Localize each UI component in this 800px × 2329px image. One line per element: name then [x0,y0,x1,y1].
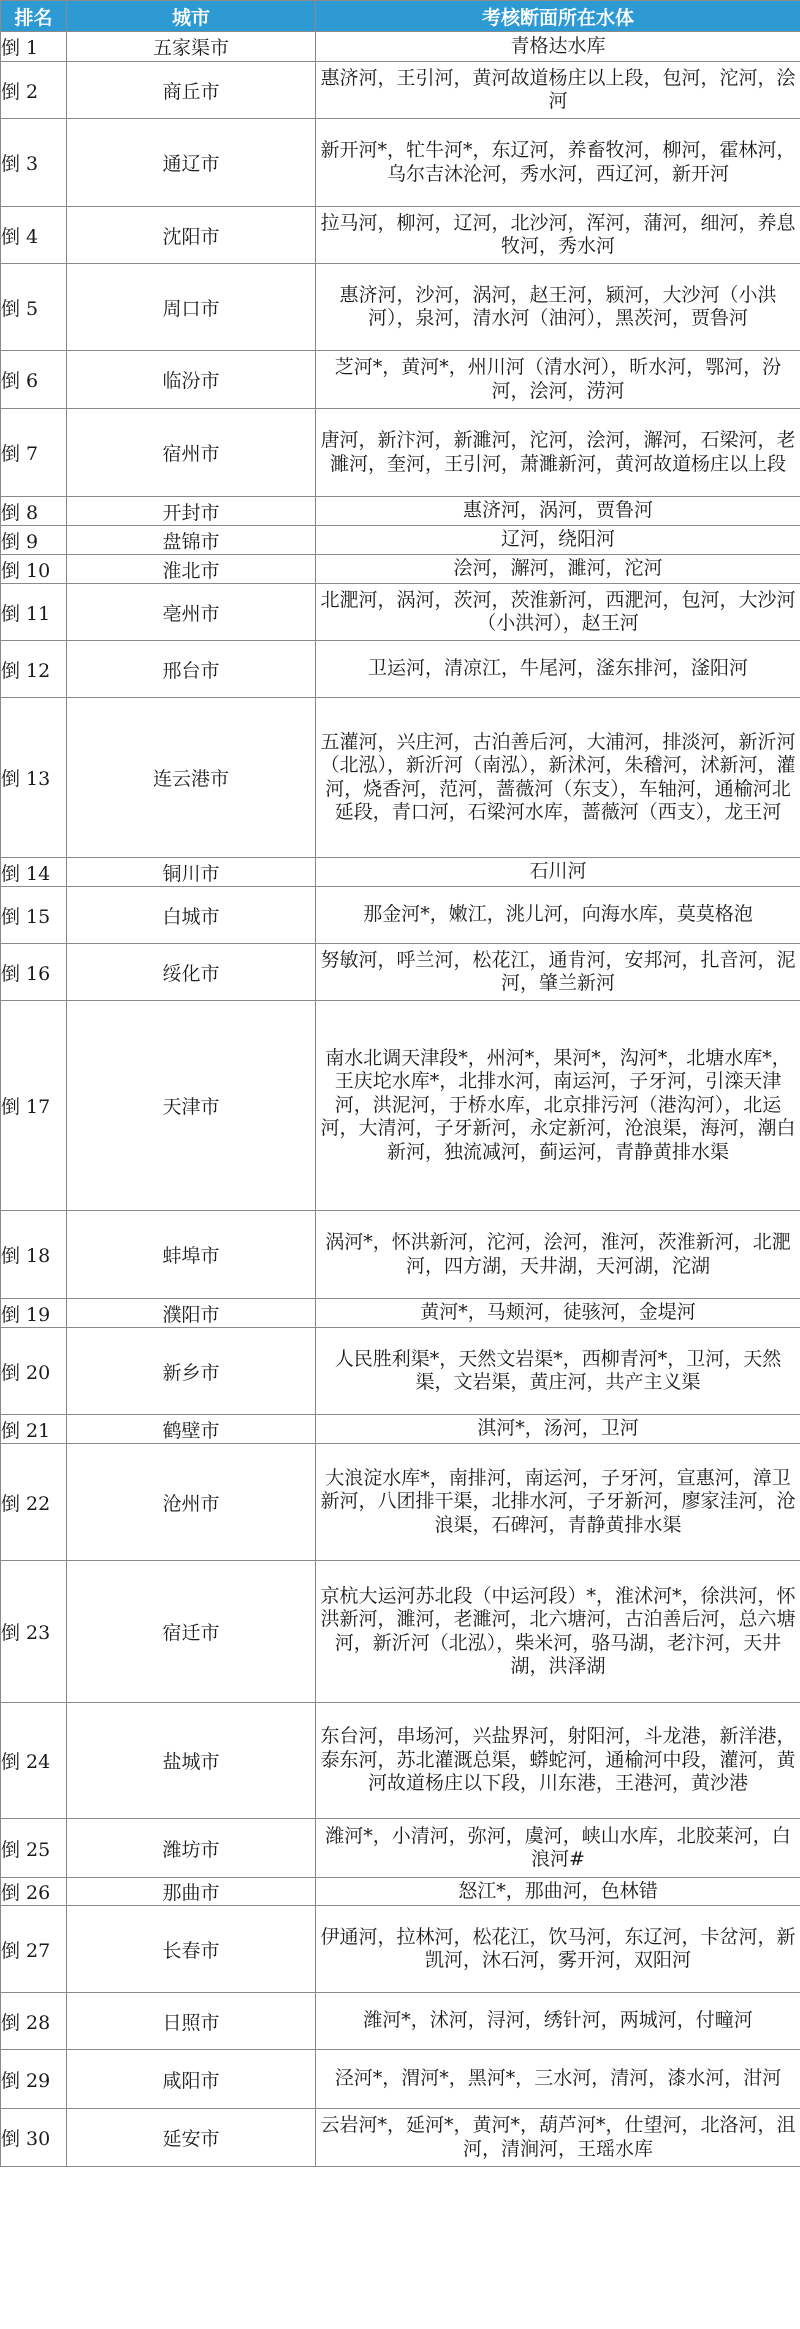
water-body-cell: 浍河，澥河，濉河，沱河 [316,555,800,584]
city-cell: 沈阳市 [67,207,316,264]
rank-cell: 倒 17 [1,1001,67,1211]
rank-cell: 倒 8 [1,497,67,526]
rank-cell: 倒 13 [1,698,67,858]
rank-cell: 倒 1 [1,32,67,62]
water-body-cell: 惠济河，涡河，贾鲁河 [316,497,800,526]
table-row [1,207,800,264]
water-body-cell: 卫运河，清凉江，牛尾河，滏东排河，滏阳河 [316,641,800,698]
table-row [1,2109,800,2167]
city-cell: 潍坊市 [67,1819,316,1878]
table-row [1,351,800,409]
city-cell: 商丘市 [67,62,316,119]
water-body-cell: 辽河，绕阳河 [316,526,800,555]
city-cell: 日照市 [67,1993,316,2050]
rank-cell: 倒 20 [1,1328,67,1415]
table-row [1,698,800,858]
header-rank: 排名 [1,1,67,32]
table-row [1,887,800,944]
table-row [1,1328,800,1415]
rank-cell: 倒 2 [1,62,67,119]
rank-cell: 倒 27 [1,1906,67,1993]
city-cell: 咸阳市 [67,2050,316,2109]
rank-cell: 倒 4 [1,207,67,264]
header-water-body: 考核断面所在水体 [316,1,800,32]
water-body-cell: 惠济河，王引河，黄河故道杨庄以上段，包河，沱河，浍河 [316,62,800,119]
table-row [1,1878,800,1906]
rank-cell: 倒 21 [1,1415,67,1444]
table-row [1,62,800,119]
rank-cell: 倒 7 [1,409,67,497]
water-body-cell: 北淝河，涡河，茨河，茨淮新河，西淝河，包河，大沙河（小洪河），赵王河 [316,584,800,641]
city-cell: 周口市 [67,264,316,351]
rank-cell: 倒 24 [1,1703,67,1819]
table-row [1,32,800,62]
rank-cell: 倒 16 [1,944,67,1001]
water-body-cell: 新开河*，牤牛河*，东辽河，养畜牧河，柳河，霍林河，乌尔吉沐沦河，秀水河，西辽河，新开河 [316,119,800,207]
rank-cell: 倒 29 [1,2050,67,2109]
water-body-cell: 潍河*，小清河，弥河，虞河，峡山水库，北胶莱河，白浪河# [316,1819,800,1878]
city-cell: 邢台市 [67,641,316,698]
table-row [1,1561,800,1703]
water-body-cell: 泾河*，渭河*，黑河*，三水河，清河，漆水河，泔河 [316,2050,800,2109]
rank-cell: 倒 9 [1,526,67,555]
table-row [1,858,800,887]
table-row [1,1299,800,1328]
city-cell: 沧州市 [67,1444,316,1561]
table-row [1,1211,800,1299]
water-body-cell: 大浪淀水库*，南排河，南运河，子牙河，宣惠河，漳卫新河，八团排干渠，北排水河，子牙新河，廖家洼河，沧浪渠，石碑河，青静黄排水渠 [316,1444,800,1561]
water-body-cell: 五灌河，兴庄河，古泊善后河，大浦河，排淡河，新沂河（北泓），新沂河（南泓），新沭河，朱稽河，沭新河，灌河，烧香河，范河，蔷薇河（东支），车轴河，通榆河北延段，青口河，石梁河水库，蔷薇河（西支），龙王河 [316,698,800,858]
water-body-cell: 芝河*，黄河*，州川河（清水河），昕水河，鄂河，汾河，浍河，涝河 [316,351,800,409]
table-row [1,1993,800,2050]
city-cell: 临汾市 [67,351,316,409]
rank-cell: 倒 30 [1,2109,67,2167]
water-body-cell: 京杭大运河苏北段（中运河段）*，淮沭河*，徐洪河，怀洪新河，濉河，老濉河，北六塘河，古泊善后河，总六塘河，新沂河（北泓），柴米河，骆马湖，老汴河，天井湖，洪泽湖 [316,1561,800,1703]
city-cell: 宿迁市 [67,1561,316,1703]
city-cell: 铜川市 [67,858,316,887]
rank-cell: 倒 5 [1,264,67,351]
city-cell: 新乡市 [67,1328,316,1415]
water-body-cell: 努敏河，呼兰河，松花江，通肯河，安邦河，扎音河，泥河，肇兰新河 [316,944,800,1001]
rank-cell: 倒 23 [1,1561,67,1703]
rank-cell: 倒 15 [1,887,67,944]
table-row [1,584,800,641]
table-row [1,497,800,526]
city-cell: 鹤壁市 [67,1415,316,1444]
city-cell: 蚌埠市 [67,1211,316,1299]
table-row [1,1001,800,1211]
table-row [1,526,800,555]
water-body-cell: 那金河*，嫩江，洮儿河，向海水库，莫莫格泡 [316,887,800,944]
city-cell: 通辽市 [67,119,316,207]
rank-cell: 倒 22 [1,1444,67,1561]
table-row [1,2050,800,2109]
rank-cell: 倒 28 [1,1993,67,2050]
rank-cell: 倒 19 [1,1299,67,1328]
water-body-cell: 怒江*，那曲河，色林错 [316,1878,800,1906]
city-cell: 绥化市 [67,944,316,1001]
rank-cell: 倒 10 [1,555,67,584]
city-cell: 宿州市 [67,409,316,497]
city-cell: 五家渠市 [67,32,316,62]
water-body-cell: 东台河，串场河，兴盐界河，射阳河，斗龙港，新洋港，泰东河，苏北灌溉总渠，蟒蛇河，通榆河中段，灌河，黄河故道杨庄以下段，川东港，王港河，黄沙港 [316,1703,800,1819]
water-body-cell: 淇河*，汤河，卫河 [316,1415,800,1444]
rank-cell: 倒 12 [1,641,67,698]
table-row [1,641,800,698]
rank-cell: 倒 11 [1,584,67,641]
table-header-row [1,1,800,32]
water-body-cell: 云岩河*，延河*，黄河*，葫芦河*，仕望河，北洛河，沮河，清涧河，王瑶水库 [316,2109,800,2167]
rank-cell: 倒 26 [1,1878,67,1906]
city-cell: 淮北市 [67,555,316,584]
water-body-cell: 伊通河，拉林河，松花江，饮马河，东辽河，卡岔河，新凯河，沐石河，雾开河，双阳河 [316,1906,800,1993]
city-cell: 盘锦市 [67,526,316,555]
table-row [1,944,800,1001]
header-city: 城市 [67,1,316,32]
rank-cell: 倒 18 [1,1211,67,1299]
city-cell: 亳州市 [67,584,316,641]
city-cell: 那曲市 [67,1878,316,1906]
city-cell: 长春市 [67,1906,316,1993]
water-body-cell: 石川河 [316,858,800,887]
water-body-cell: 惠济河，沙河，涡河，赵王河，颍河，大沙河（小洪河），泉河，清水河（油河），黑茨河，贾鲁河 [316,264,800,351]
water-body-cell: 涡河*，怀洪新河，沱河，浍河，淮河，茨淮新河，北淝河，四方湖，天井湖，天河湖，沱湖 [316,1211,800,1299]
water-body-cell: 潍河*，沭河，浔河，绣针河，两城河，付疃河 [316,1993,800,2050]
city-cell: 连云港市 [67,698,316,858]
water-body-cell: 拉马河，柳河，辽河，北沙河，浑河，蒲河，细河，养息牧河，秀水河 [316,207,800,264]
table-row [1,555,800,584]
water-body-cell: 唐河，新汴河，新濉河，沱河，浍河，澥河，石梁河，老濉河，奎河，王引河，萧濉新河，黄河故道杨庄以上段 [316,409,800,497]
city-cell: 天津市 [67,1001,316,1211]
city-cell: 开封市 [67,497,316,526]
city-cell: 白城市 [67,887,316,944]
table-row [1,1906,800,1993]
city-cell: 延安市 [67,2109,316,2167]
water-body-cell: 黄河*，马颊河，徒骇河，金堤河 [316,1299,800,1328]
city-cell: 濮阳市 [67,1299,316,1328]
table-row [1,1703,800,1819]
table-body [1,32,800,2167]
table-row [1,409,800,497]
rank-cell: 倒 25 [1,1819,67,1878]
rank-cell: 倒 14 [1,858,67,887]
table-row [1,119,800,207]
rank-cell: 倒 3 [1,119,67,207]
water-body-cell: 人民胜利渠*，天然文岩渠*，西柳青河*，卫河，天然渠，文岩渠，黄庄河，共产主义渠 [316,1328,800,1415]
water-body-cell: 南水北调天津段*，州河*，果河*，沟河*，北塘水库*，王庆坨水库*，北排水河，南运河，子牙河，引滦天津河，洪泥河，于桥水库，北京排污河（港沟河），北运河，大清河，子牙新河，永定新河，沧浪渠，海河，潮白新河，独流减河，蓟运河，青静黄排水渠 [316,1001,800,1211]
table-row [1,1819,800,1878]
water-body-cell: 青格达水库 [316,32,800,62]
table-row [1,1444,800,1561]
city-cell: 盐城市 [67,1703,316,1819]
table-row [1,1415,800,1444]
table-row [1,264,800,351]
rank-cell: 倒 6 [1,351,67,409]
